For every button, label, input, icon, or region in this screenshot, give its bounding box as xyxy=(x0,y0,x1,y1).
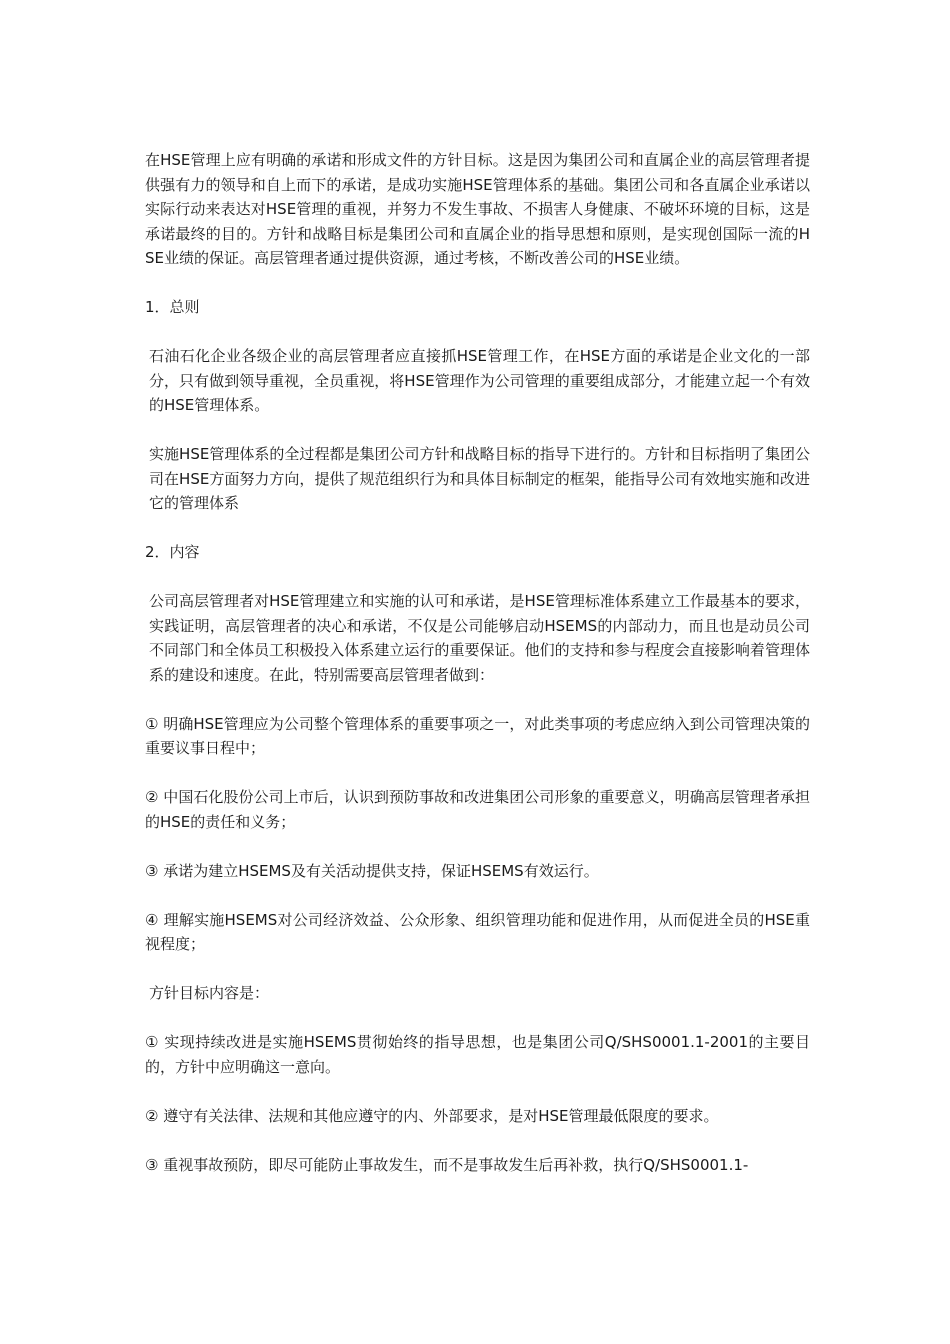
policy-goals-heading: 方针目标内容是： xyxy=(149,984,270,1002)
general-paragraph-1: 石油石化企业各级企业的高层管理者应直接抓HSE管理工作，在HSE方面的承诺是企业文化的一部分，只有做到领导重视，全员重视，将HSE管理作为公司管理的重要组成部分，才能建立起一个有效的HSE管理体系。 xyxy=(149,347,810,414)
section-heading-general: 1．总则 xyxy=(145,298,200,316)
list-item: ④ 理解实施HSEMS对公司经济效益、公众形象、组织管理功能和促进作用，从而促进全员的HSE重视程度； xyxy=(145,910,810,953)
intro-paragraph: 在HSE管理上应有明确的承诺和形成文件的方针目标。这是因为集团公司和直属企业的高层管理者提供强有力的领导和自上而下的承诺，是成功实施HSE管理体系的基础。集团公司和各直属企业承诺以实际行动来表达对HSE管理的重视，并努力不发生事故、不损害人身健康、不破坏环境的目标，这是承诺最终的目的。方针和战略目标是集团公司和直属企业的指导思想和原则，是实现创国际一流的HSE业绩的保证。高层管理者通过提供资源，通过考核，不断改善公司的HSE业绩。 xyxy=(145,151,810,267)
general-paragraph-2: 实施HSE管理体系的全过程都是集团公司方针和战略目标的指导下进行的。方针和目标指明了集团公司在HSE方面努力方向，提供了规范组织行为和具体目标制定的框架，能指导公司有效地实施和改进它的管理体系 xyxy=(149,445,810,512)
document-body xyxy=(145,148,810,1202)
content-paragraph: 公司高层管理者对HSE管理建立和实施的认可和承诺，是HSE管理标准体系建立工作最基本的要求，实践证明，高层管理者的决心和承诺，不仅是公司能够启动HSEMS的内部动力，而且也是动员公司不同部门和全体员工积极投入体系建立运行的重要保证。他们的支持和参与程度会直接影响着管理体系的建设和速度。在此，特别需要高层管理者做到： xyxy=(149,592,810,684)
section-heading-content: 2．内容 xyxy=(145,543,200,561)
list-item: ① 实现持续改进是实施HSEMS贯彻始终的指导思想，也是集团公司Q/SHS0001.1-2001的主要目的，方针中应明确这一意向。 xyxy=(145,1033,810,1076)
list-item: ③ 承诺为建立HSEMS及有关活动提供支持，保证HSEMS有效运行。 xyxy=(145,861,599,880)
list-item: ② 中国石化股份公司上市后，认识到预防事故和改进集团公司形象的重要意义，明确高层管理者承担的HSE的责任和义务； xyxy=(145,788,810,831)
list-item: ③ 重视事故预防，即尽可能防止事故发生，而不是事故发生后再补救，执行Q/SHS0001.1- xyxy=(145,1155,749,1174)
list-item: ① 明确HSE管理应为公司整个管理体系的重要事项之一，对此类事项的考虑应纳入到公司管理决策的重要议事日程中； xyxy=(145,714,810,757)
list-item: ② 遵守有关法律、法规和其他应遵守的内、外部要求，是对HSE管理最低限度的要求。 xyxy=(145,1106,719,1125)
